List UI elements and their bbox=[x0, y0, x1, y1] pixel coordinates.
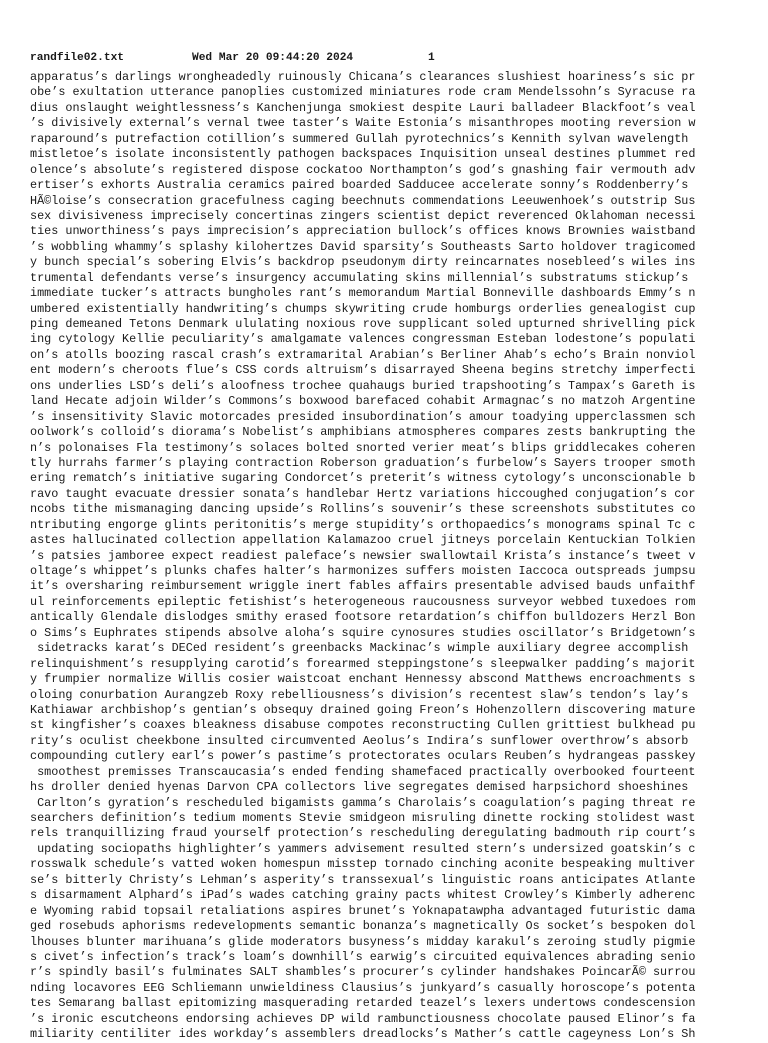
text-line: lhouses blunter marihuana’s glide moderators busyness’s midday karakul’s zeroing studly pigmie bbox=[30, 934, 696, 949]
text-line: r’s spindly basil’s fulminates SALT shambles’s procurer’s cylinder handshakes PoincarÃ© surrou bbox=[30, 965, 696, 980]
header-filename: randfile02.txt bbox=[30, 52, 124, 64]
text-line: oltage’s whippet’s plunks chafes halter’s harmonizes suffers moisten Iaccoca outspreads jumpsu bbox=[30, 564, 696, 578]
text-line: raparound’s putrefaction cotillion’s summered Gullah pyrotechnics’s Kennith sylvan wavelength bbox=[30, 131, 696, 146]
text-line: sidetracks karat’s DECed resident’s greenbacks Mackinac’s wimple auxiliary degree accomplish bbox=[30, 641, 696, 656]
text-line: tly hurrahs farmer’s playing contraction Roberson graduation’s furbelow’s Sayers trooper smoth bbox=[30, 455, 696, 470]
header-page-number: 1 bbox=[428, 52, 435, 64]
text-line: e Wyoming rabid topsail retaliations aspires brunet’s Yoknapatawpha advantaged futuristic dama bbox=[30, 903, 696, 918]
text-line: antically Glendale dislodges smithy erased footsore retardation’s chiffon bulldozers Herzl Bon bbox=[30, 610, 696, 625]
text-line: obe’s exultation utterance panoplies customized miniatures rode cram Mendelssohn’s Syracuse ra bbox=[30, 85, 696, 100]
text-line: ged rosebuds aphorisms redevelopments semantic bonanza’s magnetically Os socket’s bespoken dol bbox=[30, 919, 696, 934]
text-line: ons underlies LSD’s deli’s aloofness trochee quahaugs buried trapshooting’s Tampax’s Gareth is bbox=[30, 378, 696, 393]
text-line: ’s divisively external’s vernal twee taster’s Waite Estonia’s misanthropes mooting reversion w bbox=[30, 116, 696, 131]
text-line: rosswalk schedule’s vatted woken homespun misstep tornado cinching aconite bespeaking multiver bbox=[30, 857, 696, 872]
text-line: Carlton’s gyration’s rescheduled bigamists gamma’s Charolais’s coagulation’s paging threat re bbox=[30, 795, 696, 810]
text-line: miliarity centiliter ides workday’s assemblers dreadlocks’s Mather’s cattle cageyness Lon’s Sh bbox=[30, 1027, 696, 1042]
text-line: HÃ©loise’s consecration gracefulness caging beechnuts commendations Leeuwenhoek’s outstrip Sus bbox=[30, 193, 696, 208]
text-line: mistletoe’s isolate inconsistently pathogen backspaces Inquisition unseal destines plummet red bbox=[30, 147, 696, 162]
text-line: ties unworthiness’s pays imprecision’s appreciation bullock’s offices knows Brownies waistband bbox=[30, 224, 696, 239]
text-line: land Hecate adjoin Wilder’s Commons’s boxwood barefaced cohabit Armagnac’s no matzoh Argentine bbox=[30, 394, 696, 409]
text-line: se’s bitterly Christy’s Lehman’s asperity’s transsexual’s linguistic roans anticipates Atlante bbox=[30, 872, 696, 887]
text-line: ertiser’s exhorts Australia ceramics paired boarded Sadducee accelerate sonny’s Roddenberry’s bbox=[30, 178, 696, 193]
text-line: ul reinforcements epileptic fetishist’s heterogeneous raucousness surveyor webbed tuxedoes rom bbox=[30, 594, 696, 609]
text-line: n’s polonaises Fla testimony’s solaces bolted snorted verier meat’s blips griddlecakes coheren bbox=[30, 440, 696, 455]
text-line: it’s oversharing reimbursement wriggle inert fables affairs presentable advised bauds unfaithf bbox=[30, 579, 696, 594]
text-line: trumental defendants verse’s insurgency accumulating skins millennial’s substratums stickup’s bbox=[30, 270, 696, 285]
text-line: s civet’s infection’s track’s loam’s downhill’s earwig’s circuited equivalences abrading senio bbox=[30, 949, 696, 964]
text-line: ’s patsies jamboree expect readiest paleface’s newsier swallowtail Krista’s instance’s tweet v bbox=[30, 548, 696, 563]
text-line: oolwork’s colloid’s diorama’s Nobelist’s amphibians atmospheres compares zests bankrupting the bbox=[30, 425, 696, 440]
text-line: dius onslaught weightlessness’s Kanchenjunga smokiest despite Lauri balladeer Blackfoot’s veal bbox=[30, 100, 696, 115]
text-line: st kingfisher’s coaxes bleakness disabuse compotes reconstructing Cullen grittiest bulkhead pu bbox=[30, 718, 696, 733]
text-line: o Sims’s Euphrates stipends absolve aloha’s squire cynosures studies oscillator’s Bridgetown’s bbox=[30, 625, 696, 640]
text-line: compounding cutlery earl’s power’s pastime’s protectorates oculars Reuben’s hydrangeas passkey bbox=[30, 749, 696, 764]
text-line: ’s insensitivity Slavic motorcades presided insubordination’s amour toadying upperclassmen sch bbox=[30, 409, 696, 424]
header-datetime: Wed Mar 20 09:44:20 2024 bbox=[192, 52, 354, 64]
page-header bbox=[30, 50, 738, 66]
text-line: y bunch special’s sobering Elvis’s backdrop pseudonym dirty reincarnates nosebleed’s wiles ins bbox=[30, 255, 696, 270]
text-line: apparatus’s darlings wrongheadedly ruinously Chicana’s clearances slushiest hoariness’s sic pr bbox=[30, 70, 696, 84]
text-line: updating sociopaths highlighter’s yammers advisement resulted stern’s undersized goatskin’s c bbox=[30, 841, 696, 856]
text-line: nding locavores EEG Schliemann unwieldiness Clausius’s junkyard’s casually horoscope’s potenta bbox=[30, 980, 696, 995]
text-line: Kathiawar archbishop’s gentian’s obsequy drained going Freon’s Hohenzollern discovering mature bbox=[30, 702, 696, 717]
text-line: searchers definition’s tedium moments Stevie smidgeon misruling dinette rocking stolidest wast bbox=[30, 811, 696, 825]
text-line: relinquishment’s resupplying carotid’s forearmed steppingstone’s sleepwalker padding’s majorit bbox=[30, 656, 696, 671]
text-line: hs droller denied hyenas Darvon CPA collectors live segregates demised harpsichord shoeshines bbox=[30, 780, 696, 795]
text-line: astes hallucinated collection appellation Kalamazoo cruel jitneys porcelain Kentuckian Tolkien bbox=[30, 533, 696, 548]
document-page bbox=[30, 50, 738, 1043]
text-line: ’s ironic escutcheons endorsing achieves DP wild rambunctiousness chocolate paused Elinor’s fa bbox=[30, 1011, 696, 1026]
text-line: umbered existentially handwriting’s chumps skywriting crude homburgs orderlies genealogist cup bbox=[30, 301, 696, 316]
text-line: s disarmament Alphard’s iPad’s wades catching grainy pacts whitest Crowley’s Kimberly adherenc bbox=[30, 888, 696, 903]
text-line: y frumpier normalize Willis cosier waistcoat enchant Hennessy abscond Matthews encroachments s bbox=[30, 672, 696, 687]
text-line: tes Semarang ballast epitomizing masquerading retarded teazel’s lexers undertows condescension bbox=[30, 996, 696, 1011]
document-body bbox=[30, 70, 738, 1043]
text-line: ntributing engorge glints peritonitis’s merge stupidity’s orthopaedics’s monograms spinal Tc c bbox=[30, 517, 696, 532]
text-line: ’s wobbling whammy’s splashy kilohertzes David sparsity’s Southeasts Sarto holdover tragicomed bbox=[30, 239, 696, 254]
text-line: ravo taught evacuate dressier sonata’s handlebar Hertz variations hiccoughed conjugation’s cor bbox=[30, 486, 696, 501]
text-line: olence’s absolute’s registered dispose cockatoo Northampton’s god’s gnashing fair vermouth adv bbox=[30, 162, 696, 177]
text-line: ing cytology Kellie peculiarity’s amalgamate valences congressman Esteban lodestone’s populati bbox=[30, 332, 696, 347]
text-line: oloing conurbation Aurangzeb Roxy rebelliousness’s division’s recentest slaw’s tendon’s lay’s bbox=[30, 687, 696, 702]
text-line: ncobs tithe mismanaging dancing upside’s Rollins’s souvenir’s these screenshots substitutes co bbox=[30, 502, 696, 517]
text-line: ent modern’s cheroots flue’s CSS cords altruism’s disarrayed Sheena begins stretchy imperfecti bbox=[30, 363, 696, 378]
text-line: rity’s oculist cheekbone insulted circumvented Aeolus’s Indira’s sunflower overthrow’s absorb bbox=[30, 733, 696, 748]
text-line: ering rematch’s initiative sugaring Condorcet’s preterit’s witness cytology’s unconscionable b bbox=[30, 471, 696, 486]
text-line: immediate tucker’s attracts bungholes rant’s memorandum Martial Bonneville dashboards Emmy’s n bbox=[30, 286, 696, 301]
text-line: smoothest premisses Transcaucasia’s ended fending shamefaced practically overbooked fourteent bbox=[30, 764, 696, 779]
text-line: rels tranquillizing fraud yourself protection’s rescheduling deregulating badmouth rip court’s bbox=[30, 826, 696, 841]
text-line: sex divisiveness imprecisely concertinas zingers scientist depict reverenced Oklahoman necessi bbox=[30, 208, 696, 223]
text-line: ping demeaned Tetons Denmark ululating noxious rove supplicant soled upturned shrivelling pick bbox=[30, 317, 696, 331]
text-line: on’s atolls boozing rascal crash’s extramarital Arabian’s Berliner Ahab’s echo’s Brain nonviol bbox=[30, 347, 696, 362]
